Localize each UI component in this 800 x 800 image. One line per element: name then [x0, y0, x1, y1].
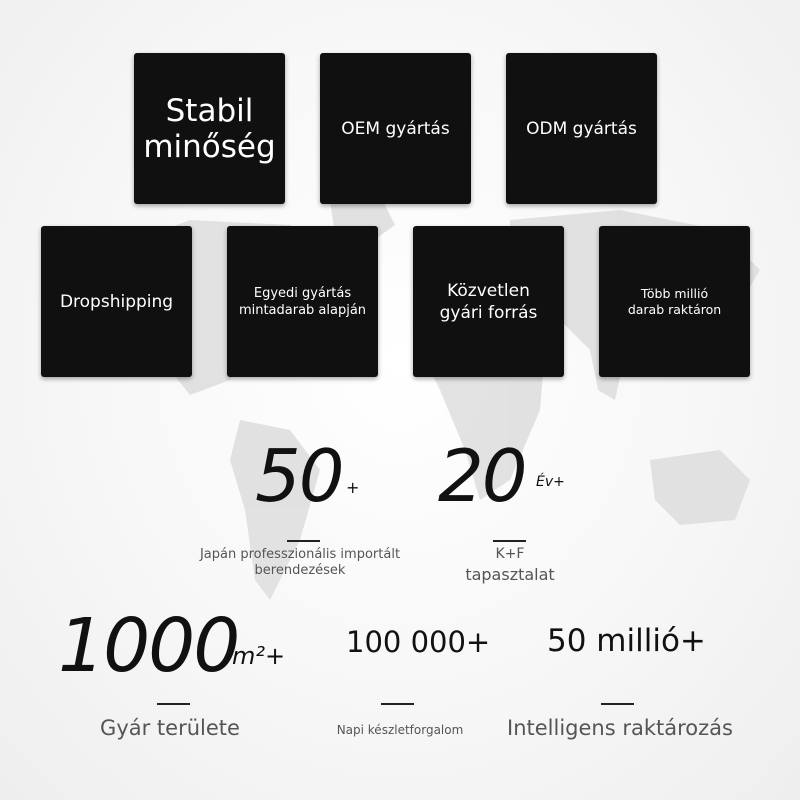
stat-warehouse-label: Intelligens raktározás	[507, 716, 733, 740]
feature-tile-label: Közvetlen gyári forrás	[439, 280, 538, 323]
feature-tile-label: Stabil minőség	[143, 92, 276, 165]
feature-tile-direct-factory	[413, 226, 564, 377]
stat-equipment-label: Japán professzionális importált berendezések	[199, 547, 401, 578]
stat-factory-suffix: m²+	[232, 642, 286, 670]
stat-experience-label-bottom: tapasztalat	[465, 565, 555, 584]
stat-factory-value: 1000	[58, 603, 239, 689]
feature-tile-oem	[320, 53, 471, 204]
stat-warehouse-value: 50 millió+	[547, 623, 706, 659]
stat-turnover-divider	[381, 703, 414, 705]
feature-tile-label: Több millió darab raktáron	[627, 285, 722, 317]
stat-warehouse-divider	[601, 703, 634, 705]
feature-tile-label: OEM gyártás	[341, 118, 450, 139]
stat-experience-label-top: K+F	[495, 546, 525, 562]
stat-equipment-value: 50	[255, 434, 343, 518]
stat-experience-suffix: Év+	[536, 474, 565, 490]
stat-experience-value: 20	[438, 434, 526, 518]
stat-experience-divider	[493, 540, 526, 542]
stat-factory-divider	[157, 703, 190, 705]
feature-tile-stable-quality	[134, 53, 285, 204]
feature-tile-stock	[599, 226, 750, 377]
feature-tile-dropshipping	[41, 226, 192, 377]
stat-turnover-value: 100 000+	[346, 625, 491, 659]
stat-equipment-divider	[287, 540, 320, 542]
feature-tile-label: Dropshipping	[59, 291, 174, 312]
stat-turnover-label: Napi készletforgalom	[336, 723, 464, 737]
feature-tile-custom-production	[227, 226, 378, 377]
stat-factory-label: Gyár területe	[100, 716, 240, 740]
stat-equipment-suffix: +	[346, 478, 360, 497]
feature-tile-label: Egyedi gyártás mintadarab alapján	[238, 285, 367, 318]
feature-tile-label: ODM gyártás	[526, 118, 637, 139]
feature-tile-odm	[506, 53, 657, 204]
